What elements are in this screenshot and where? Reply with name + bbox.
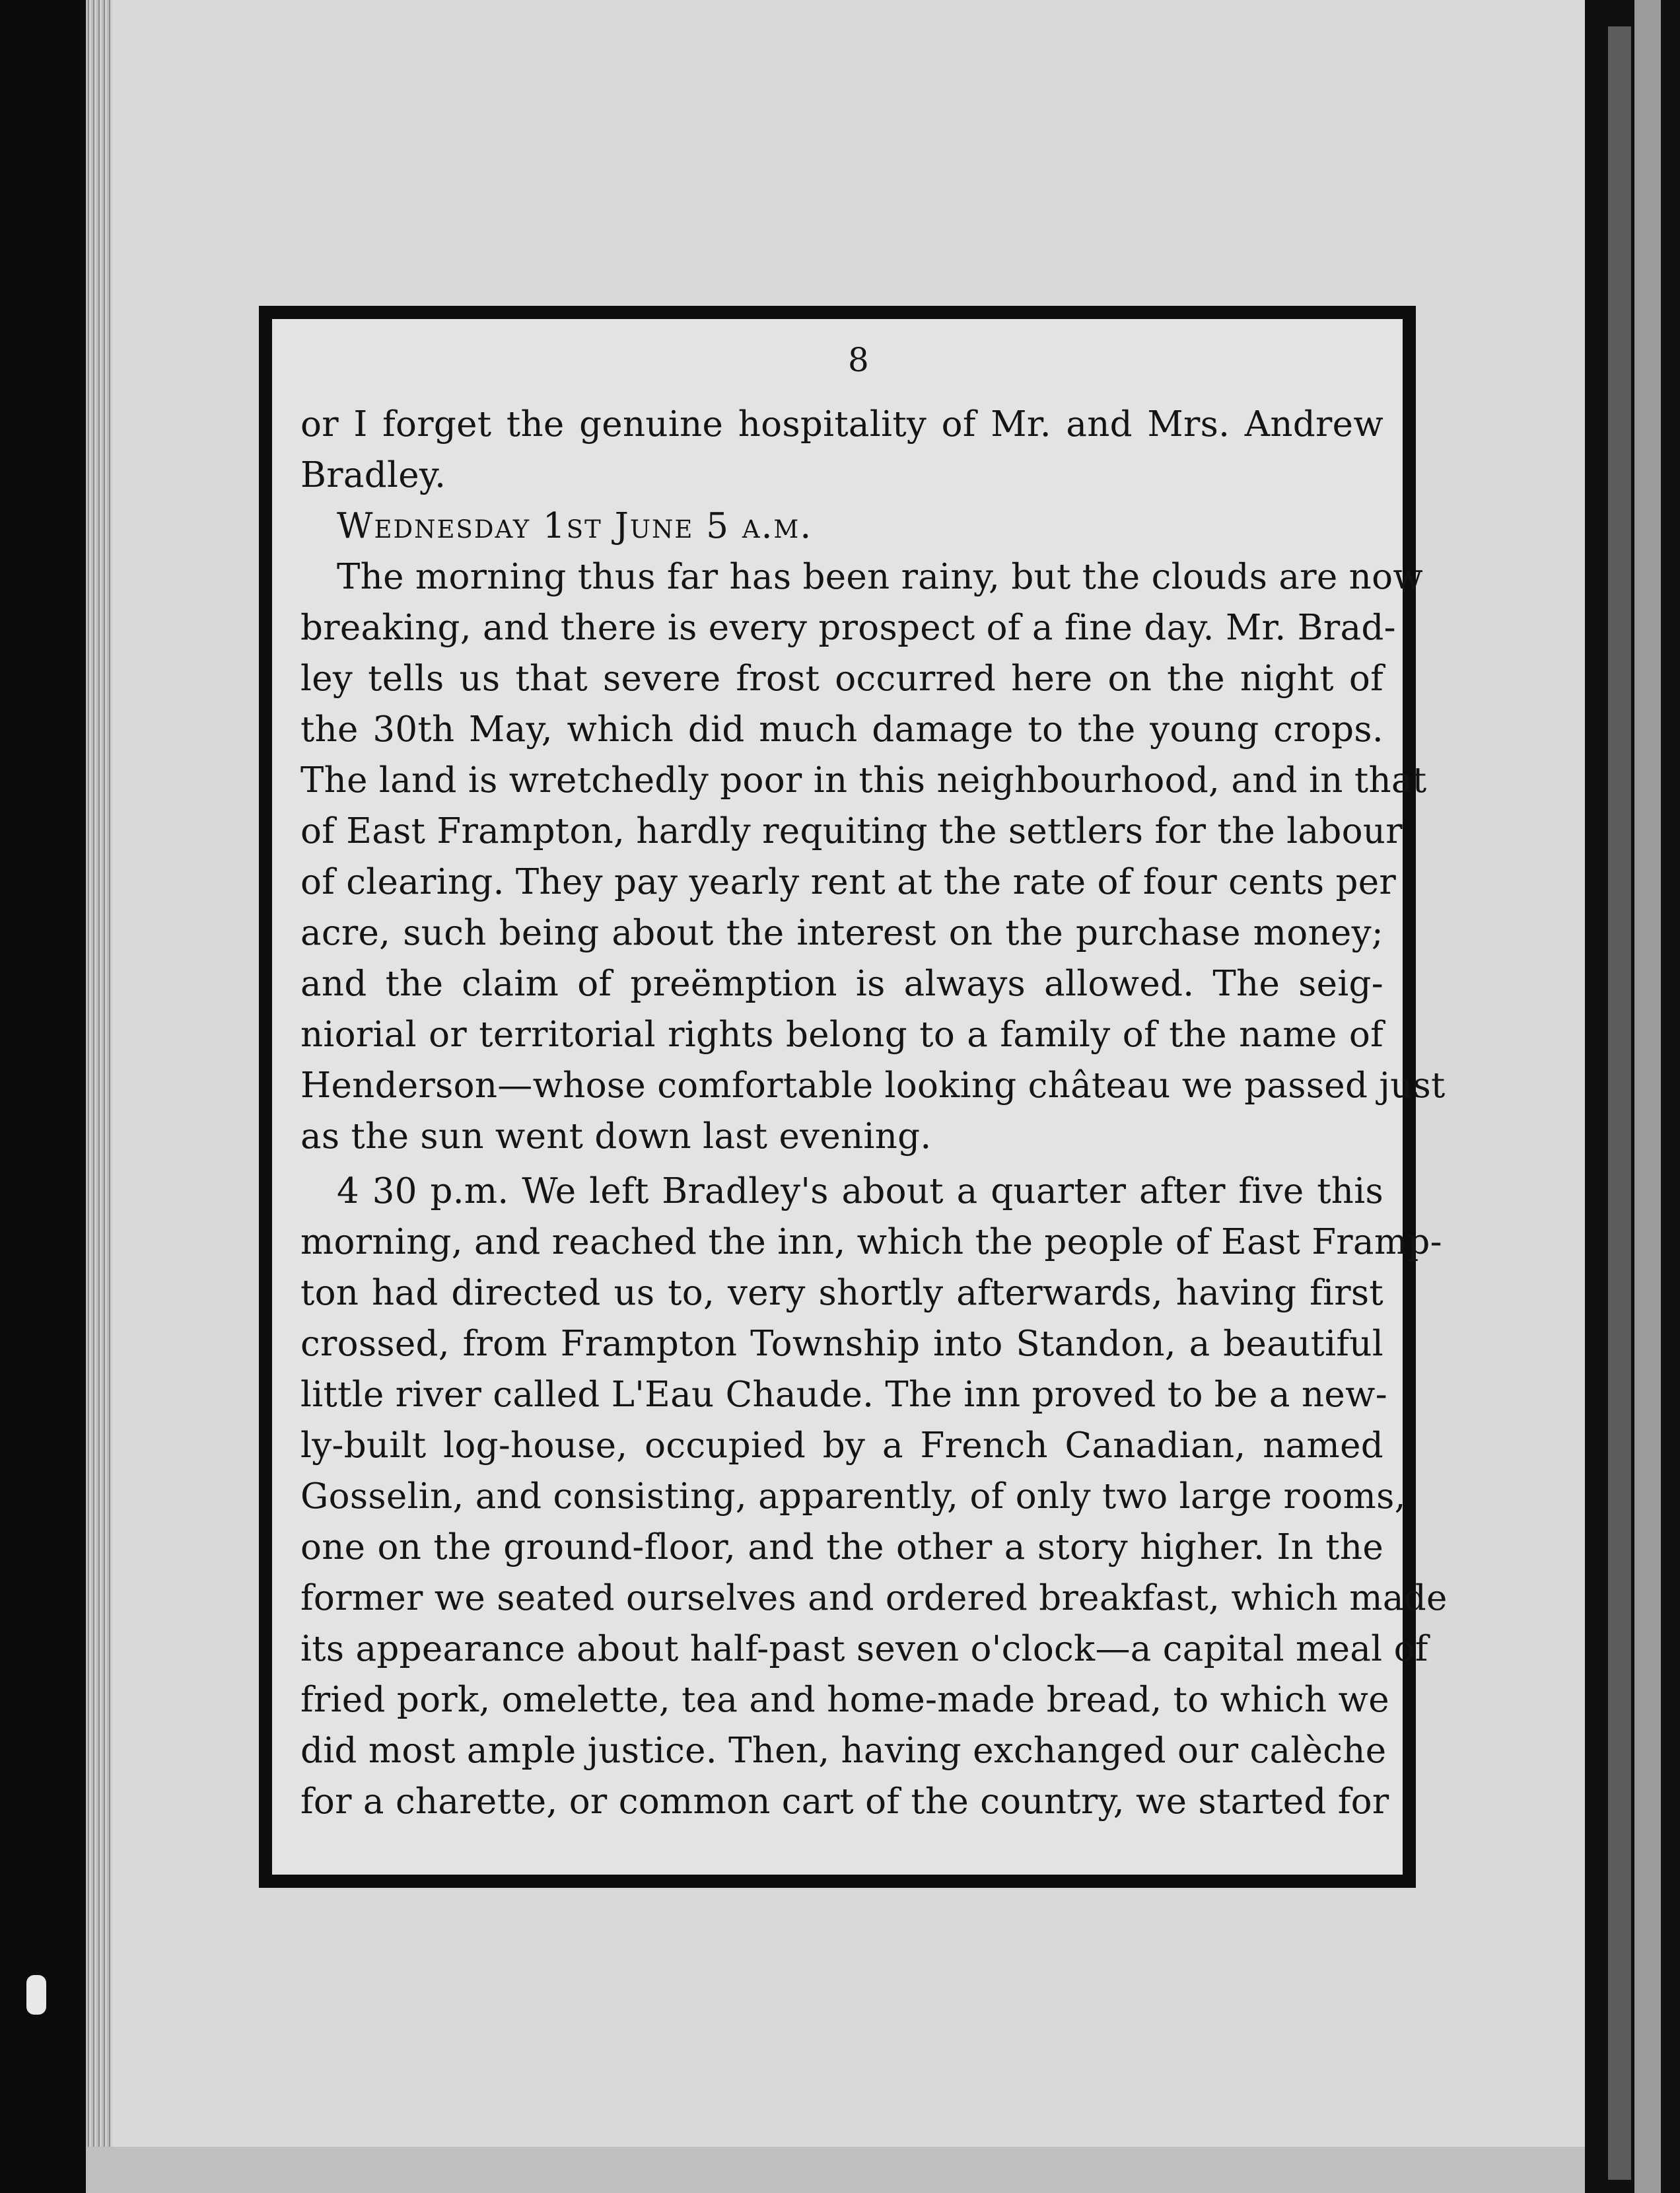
entry-heading: Wednesday 1st June 5 a.m. — [337, 506, 813, 546]
text-line: or I forget the genuine hospitality of Mr. and Mrs. Andrew — [300, 404, 1383, 445]
text-line: little river called L'Eau Chaude. The inn proved to be a new- — [300, 1375, 1387, 1415]
text-line: ly-built log-house, occupied by a French Canadian, named — [300, 1425, 1383, 1466]
page-edges — [86, 0, 112, 2193]
text-line: breaking, and there is every prospect of a fine day. Mr. Brad- — [300, 608, 1396, 648]
text-line: did most ample justice. Then, having exchanged our calèche — [300, 1731, 1387, 1771]
text-line: one on the ground-floor, and the other a story higher. In the — [300, 1527, 1383, 1567]
text-line: the 30th May, which did much damage to the young crops. — [300, 709, 1383, 750]
bottom-shadow — [86, 2147, 1585, 2193]
text-line: ley tells us that severe frost occurred here on the night of — [300, 659, 1383, 699]
entry-heading-line: 4 30 p.m. We left Bradley's about a quarter after five this — [337, 1171, 1383, 1211]
text-line: its appearance about half-past seven o'clock—a capital meal of — [300, 1629, 1428, 1669]
text-line: morning, and reached the inn, which the people of East Framp- — [300, 1222, 1442, 1262]
text-line: fried pork, omelette, tea and home-made bread, to which we — [300, 1680, 1389, 1720]
text-line: and the claim of preëmption is always allowed. The seig- — [300, 964, 1383, 1004]
text-line: ton had directed us to, very shortly afterwards, having first — [300, 1273, 1383, 1313]
next-page-edge — [1634, 0, 1661, 2193]
text-line: The land is wretchedly poor in this neighbourhood, and in that — [300, 760, 1427, 801]
text-line: Henderson—whose comfortable looking château we passed just — [300, 1065, 1446, 1106]
text-line: acre, such being about the interest on the purchase money; — [300, 913, 1383, 953]
text-line: niorial or territorial rights belong to a family of the name of — [300, 1015, 1383, 1055]
text-line: Bradley. — [300, 455, 446, 495]
binding-strip — [1608, 26, 1631, 2180]
text-line: as the sun went down last evening. — [300, 1116, 932, 1157]
page-number: 8 — [847, 341, 870, 379]
text-line: former we seated ourselves and ordered breakfast, which made — [300, 1578, 1448, 1618]
text-line: The morning thus far has been rainy, but the clouds are now — [337, 557, 1423, 597]
text-line: of East Frampton, hardly requiting the settlers for the labour — [300, 811, 1403, 851]
book-cover-edge — [1585, 0, 1680, 2193]
text-line: Gosselin, and consisting, apparently, of only two large rooms, — [300, 1476, 1406, 1517]
scan-artifact — [26, 1975, 46, 2015]
text-line: of clearing. They pay yearly rent at the rate of four cents per — [300, 862, 1397, 902]
text-line: for a charette, or common cart of the country, we started for — [300, 1781, 1389, 1822]
text-line: crossed, from Frampton Township into Standon, a beautiful — [300, 1324, 1383, 1364]
text-block — [300, 337, 1448, 1827]
